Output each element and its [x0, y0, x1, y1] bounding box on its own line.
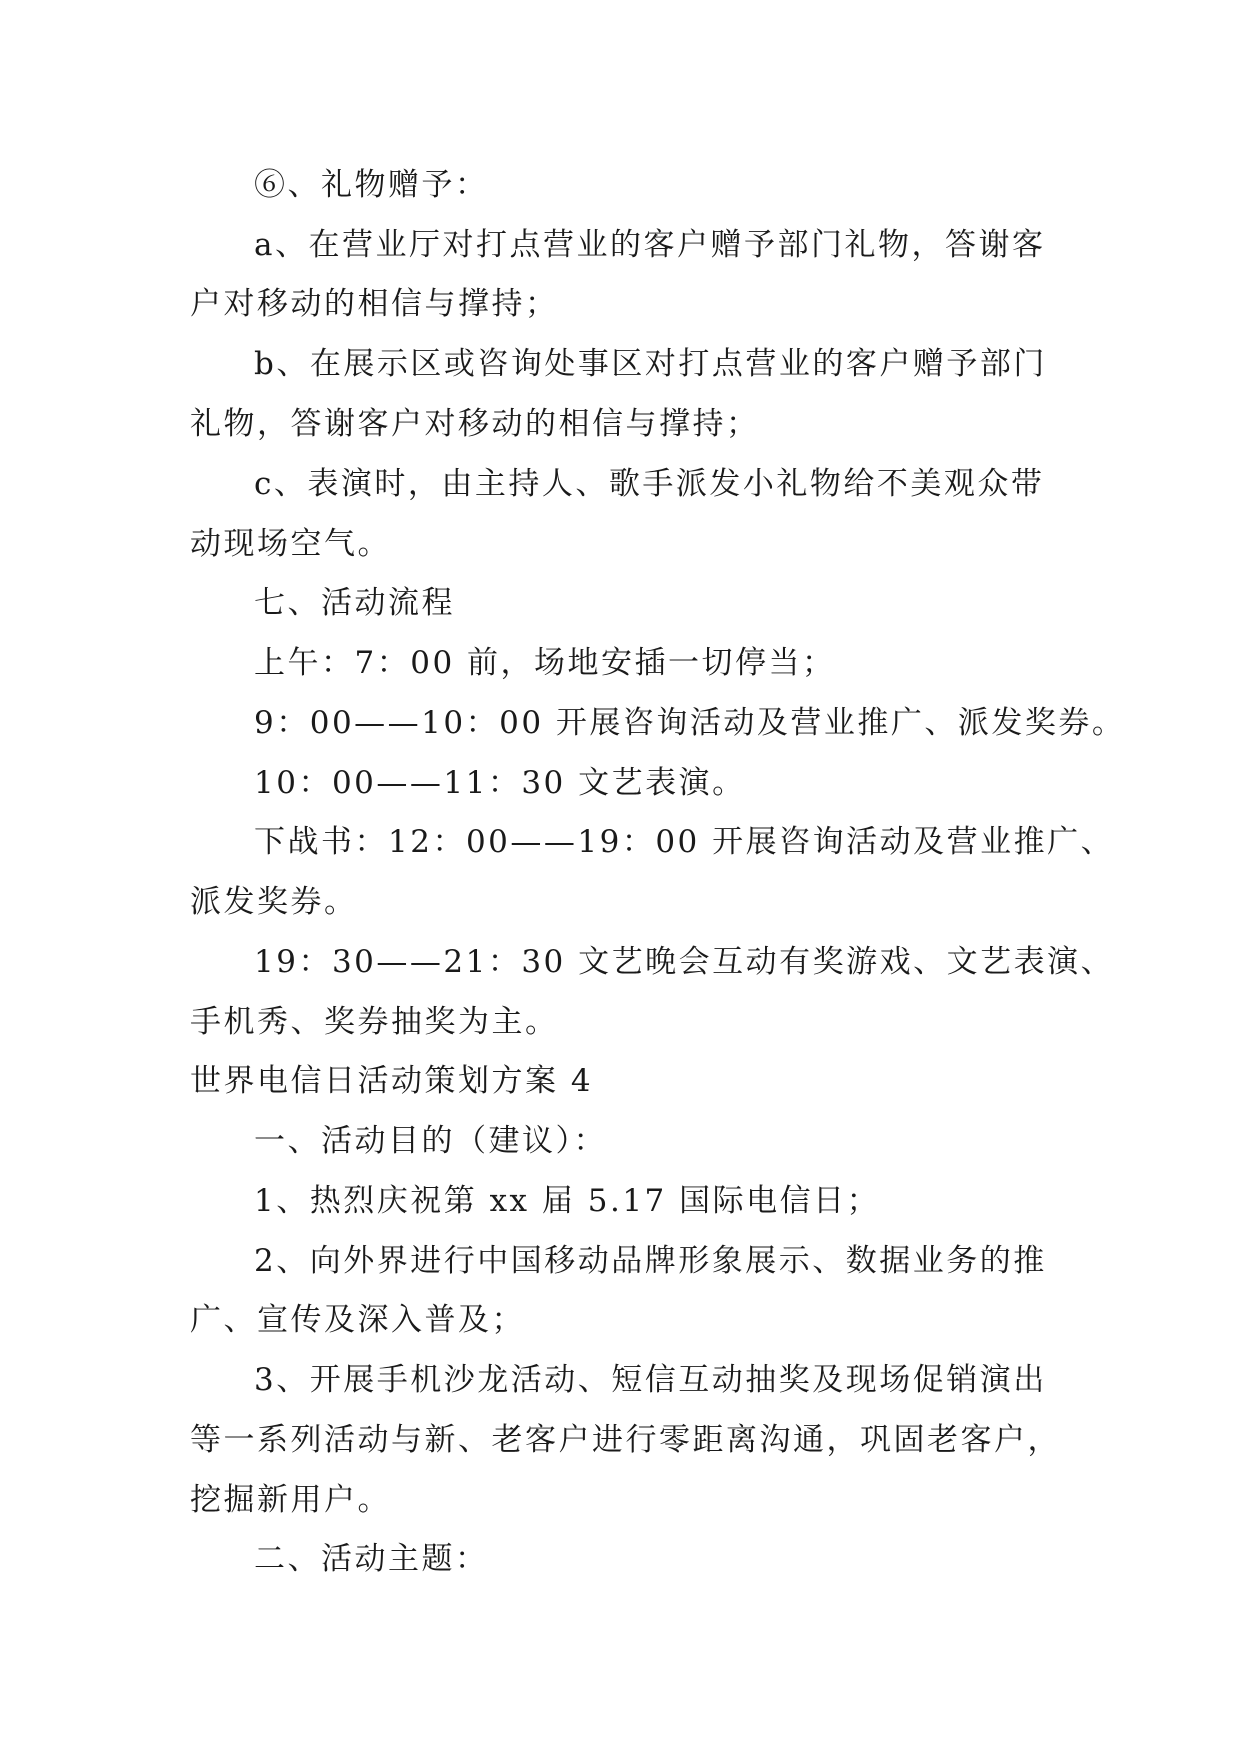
section-heading-purpose: 一、活动目的（建议）： [254, 1123, 607, 1159]
gift-item-a: a、在营业厅对打点营业的客户赠予部门礼物，答谢客 [254, 227, 1046, 263]
purpose-item-3: 3、开展手机沙龙活动、短信互动抽奖及现场促销演出 [254, 1362, 1047, 1398]
purpose-item-3-cont: 等一系列活动与新、老客户进行零距离沟通，巩固老客户， [190, 1422, 1061, 1458]
flow-evening-cont: 手机秀、奖券抽奖为主。 [190, 1004, 559, 1040]
flow-afternoon: 下战书：12：00——19：00 开展咨询活动及营业推广、 [254, 824, 1115, 860]
purpose-item-3-cont2: 挖掘新用户。 [190, 1482, 391, 1518]
flow-morning: 上午：7：00 前，场地安插一切停当； [254, 645, 836, 681]
section-heading-flow: 七、活动流程 [254, 585, 455, 621]
gift-item-b-cont: 礼物，答谢客户对移动的相信与撑持； [190, 406, 760, 442]
gift-item-c: c、表演时，由主持人、歌手派发小礼物给不美观众带 [254, 466, 1045, 502]
gift-heading: ⑥、礼物赠予： [254, 167, 489, 203]
section-heading-theme: 二、活动主题： [254, 1541, 489, 1577]
gift-item-a-cont: 户对移动的相信与撑持； [190, 286, 559, 322]
purpose-item-2: 2、向外界进行中国移动品牌形象展示、数据业务的推 [254, 1243, 1047, 1279]
flow-10-1130: 10：00——11：30 文艺表演。 [254, 765, 746, 801]
gift-item-b: b、在展示区或咨询处事区对打点营业的客户赠予部门 [254, 346, 1047, 382]
flow-evening: 19：30——21：30 文艺晚会互动有奖游戏、文艺表演、 [254, 944, 1115, 980]
purpose-item-2-cont: 广、宣传及深入普及； [190, 1302, 525, 1338]
gift-item-c-cont: 动现场空气。 [190, 526, 391, 562]
flow-9-10: 9：00——10：00 开展咨询活动及营业推广、派发奖券。 [254, 705, 1126, 741]
plan-title: 世界电信日活动策划方案 4 [190, 1063, 594, 1099]
purpose-item-1: 1、热烈庆祝第 xx 届 5.17 国际电信日； [254, 1183, 881, 1219]
flow-afternoon-cont: 派发奖券。 [190, 884, 358, 920]
